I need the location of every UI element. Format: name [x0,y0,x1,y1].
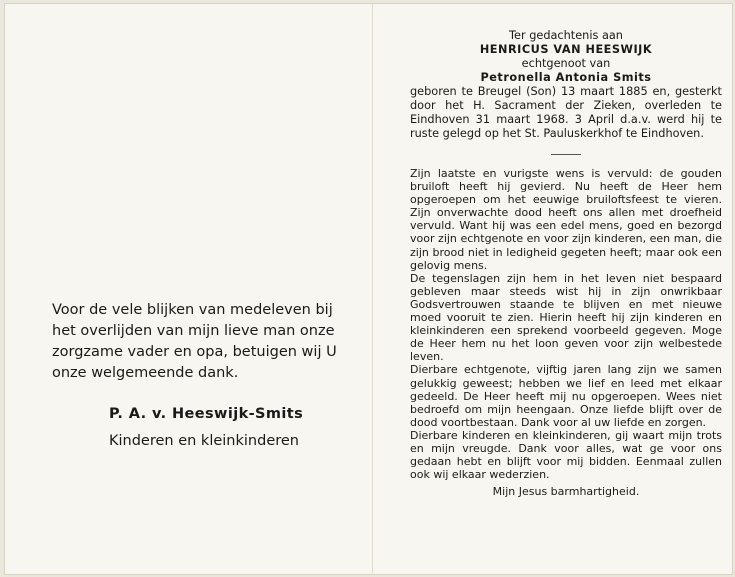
deceased-name: HENRICUS VAN HEESWIJK [479,43,653,56]
bio-paragraph: geboren te Breugel (Son) 13 maart 1885 en, gesterkt door het H. Sacrament der Zieken, overleden te Eindhoven 31 maart 1968. 3 April d.a.v. werd hij te ruste gelegd op het St. Pauluskerkhof te Eindhoven. [410,85,722,140]
thank-you-panel [52,300,362,452]
reflection-paragraph: Dierbare kinderen en kleinkinderen, gij waart mijn trots en mijn vreugde. Dank voor alles, wat ge voor ons gedaan hebt en blijft voor mij bidden. Eenmaal zullen ook wij elkaar wederzien. [410,428,722,482]
signature: P. A. v. Heeswijk-Smits [109,406,304,422]
message-line: zorgzame vader en opa, betuigen wij U [52,344,337,360]
reflection-paragraph: Zijn laatste en vurigste wens is vervuld: de gouden bruiloft heeft hij gevierd. Nu heeft de Heer hem opgeroepen om het eeuwige bruiloftsfeest te vieren. Zijn onverwachte dood heeft ons allen met droefheid vervuld. Want hij was een edel mens, goed en bezorgd voor zijn echtgenote en voor zijn kinderen, een man, die zijn brood niet in ledigheid gegeten heeft; maar ook een gelovig mens. [410,167,722,272]
card-fold-line [372,3,373,573]
intro-line: Ter gedachtenis aan [509,29,623,42]
message-line: onze welgemeende dank. [52,365,239,381]
reflection-text [410,167,722,498]
family-line: Kinderen en kleinkinderen [109,433,299,449]
message-line: Voor de vele blijken van medeleven bij [52,302,333,318]
reflection-paragraph: Dierbare echtgenote, vijftig jaren lang zijn we samen gelukkig geweest; hebben we lief en leed met elkaar gedeeld. De Heer heeft mij nu opgeroepen. Wees niet bedroefd om mijn heengaan. Onze liefde blijft over de dood voortbestaan. Dank voor al uw liefde en zorgen. [410,363,722,429]
reflection-paragraph: De tegenslagen zijn hem in het leven niet bespaard gebleven maar steeds wist hij in zijn onwrikbaar Godsvertrouwen staande te blijven en met nieuwe moed vooruit te zien. Hierin heeft hij zijn kinderen en kleinkinderen een sprekend voorbeeld gegeven. Moge de Heer hem nu het loon geven voor zijn welbestede leven. [410,271,722,364]
relation-line: echtgenoot van [521,57,611,70]
divider [551,154,581,155]
memorial-text-panel [410,29,722,498]
spouse-name: Petronella Antonia Smits [480,71,652,84]
message-line: het overlijden van mijn lieve man onze [52,323,335,339]
closing-prayer: Mijn Jesus barmhartigheid. [492,485,640,499]
